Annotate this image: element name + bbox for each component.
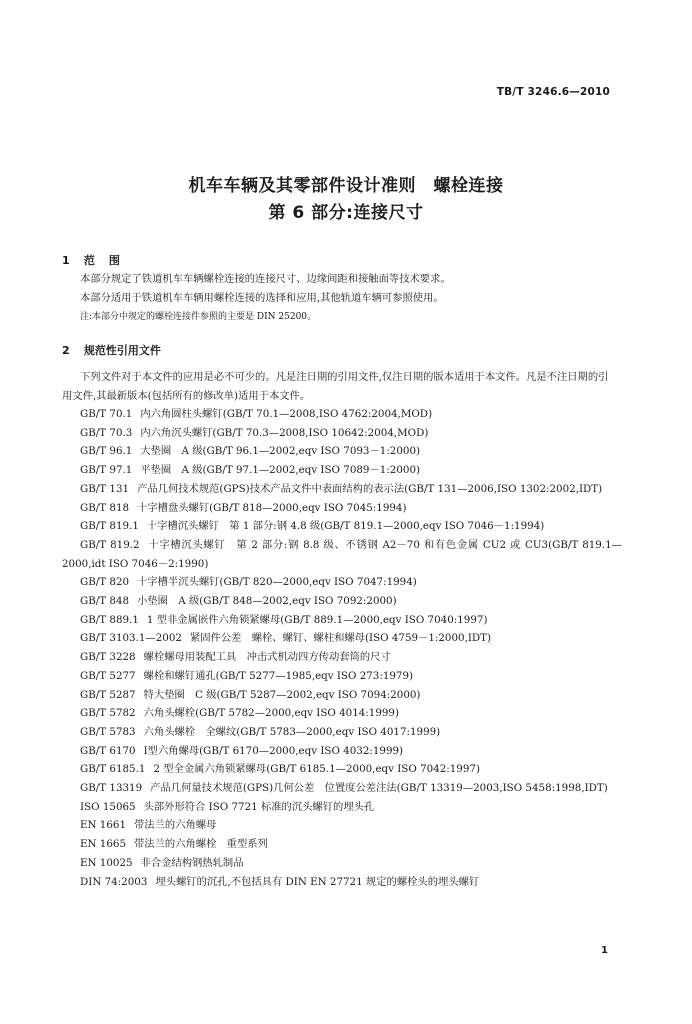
- reference-item: [62, 611, 622, 630]
- reference-item: [62, 760, 622, 779]
- scope-paragraph-1: 本部分规定了铁道机车车辆螺栓连接的连接尺寸、边缘间距和接触面等技术要求。: [80, 273, 451, 285]
- reference-title: 头部外形符合 ISO 7721 标准的沉头螺钉的埋头孔: [143, 800, 375, 813]
- reference-title: 螺栓螺母用装配工具 冲击式机动四方传动套筒的尺寸: [143, 651, 391, 664]
- reference-item: [62, 629, 622, 648]
- reference-code: GB/T 13319: [80, 782, 143, 795]
- section-1-title: 范围: [83, 254, 134, 267]
- reference-title: 埋头螺钉的沉孔,不包括具有 DIN EN 27721 规定的螺栓头的埋头螺钉: [155, 875, 480, 888]
- reference-code: DIN 74:2003: [80, 875, 148, 888]
- page-number: 1: [601, 945, 608, 956]
- reference-item: [62, 536, 622, 573]
- reference-title: 小垫圈 A 级(GB/T 848—2002,eqv ISO 7092:2000): [137, 595, 397, 608]
- reference-title: 2 型全金属六角锁紧螺母(GB/T 6185.1—2000,eqv ISO 7042:1997): [153, 763, 480, 776]
- reference-title: 十字槽盘头螺钉(GB/T 818—2000,eqv ISO 7045:1994): [137, 501, 407, 514]
- reference-title: 带法兰的六角螺栓 重型系列: [134, 838, 268, 851]
- reference-title: 平垫圈 A 级(GB/T 97.1—2002,eqv ISO 7089－1:2000): [140, 464, 421, 477]
- reference-item: [62, 854, 622, 873]
- reference-item: [62, 424, 622, 443]
- reference-title: 十字槽半沉头螺钉(GB/T 820—2000,eqv ISO 7047:1994): [137, 576, 417, 589]
- reference-code: EN 1665: [80, 838, 127, 851]
- reference-item: [62, 667, 622, 686]
- document-title-line1: 机车车辆及其零部件设计准则 螺栓连接: [188, 176, 504, 196]
- reference-code: GB/T 6185.1: [80, 763, 146, 776]
- reference-item: [62, 779, 622, 798]
- reference-title: 六角头螺栓 全螺纹(GB/T 5783—2000,eqv ISO 4017:1999): [143, 725, 441, 738]
- reference-title: 螺栓和螺钉通孔(GB/T 5277—1985,eqv ISO 273:1979): [143, 669, 414, 682]
- reference-code: GB/T 131: [80, 482, 130, 495]
- reference-code: GB/T 848: [80, 595, 130, 608]
- reference-list: [62, 405, 622, 891]
- reference-title: 特大垫圈 C 级(GB/T 5287—2002,eqv ISO 7094:2000): [143, 688, 421, 701]
- reference-title: 六角头螺栓(GB/T 5782—2000,eqv ISO 4014:1999): [143, 707, 400, 720]
- reference-code: GB/T 6170: [80, 744, 136, 757]
- reference-item: [62, 686, 622, 705]
- scope-paragraph-2: 本部分适用于铁道机车车辆用螺栓连接的选择和应用,其他轨道车辆可参照使用。: [80, 292, 444, 304]
- reference-item: [62, 480, 622, 499]
- reference-title: 大垫圈 A 级(GB/T 96.1—2002,eqv ISO 7093－1:2000): [140, 445, 421, 458]
- reference-code: GB/T 5287: [80, 688, 136, 701]
- section-1-number: 1: [62, 254, 70, 267]
- reference-item: [62, 442, 622, 461]
- section-2-title: 规范性引用文件: [83, 344, 161, 357]
- section-2-heading: [62, 342, 161, 358]
- reference-item: [62, 723, 622, 742]
- reference-code: GB/T 96.1: [80, 445, 133, 458]
- reference-code: GB/T 820: [80, 576, 130, 589]
- reference-item: [62, 816, 622, 835]
- reference-title: 十字槽沉头螺钉 第 1 部分:钢 4.8 级(GB/T 819.1—2000,eqv ISO 7046－1:1994): [146, 520, 545, 533]
- reference-item: [62, 405, 622, 424]
- reference-code: GB/T 70.1: [80, 408, 133, 420]
- standard-number: TB/T 3246.6—2010: [496, 86, 610, 98]
- reference-title: 内六角沉头螺钉(GB/T 70.3—2008,ISO 10642:2004,MOD): [140, 426, 429, 439]
- reference-item: [62, 592, 622, 611]
- reference-code: GB/T 5277: [80, 669, 136, 682]
- reference-item: [62, 742, 622, 761]
- reference-item: [62, 648, 622, 667]
- reference-code: GB/T 889.1: [80, 613, 139, 626]
- reference-item: [62, 835, 622, 854]
- reference-code: GB/T 818: [80, 501, 130, 514]
- reference-code: GB/T 97.1: [80, 464, 133, 477]
- reference-code: ISO 15065: [80, 800, 136, 813]
- reference-item: [62, 499, 622, 518]
- reference-code: GB/T 70.3: [80, 426, 133, 439]
- reference-item: [62, 798, 622, 817]
- reference-title: 内六角圆柱头螺钉(GB/T 70.1—2008,ISO 4762:2004,MOD): [140, 408, 433, 420]
- reference-item: [62, 704, 622, 723]
- reference-title: 十字槽沉头螺钉 第 2 部分:钢 8.8 级、不锈钢 A2－70 和有色金属 CU2 或 CU3(GB/T 819.1—2000,idt ISO 7046－2:1990): [62, 538, 622, 570]
- reference-code: EN 1661: [80, 819, 127, 832]
- section-1-heading: [62, 252, 134, 268]
- reference-item: [62, 517, 622, 536]
- reference-code: GB/T 5782: [80, 707, 136, 720]
- reference-title: Ⅰ型六角螺母(GB/T 6170—2000,eqv ISO 4032:1999): [143, 744, 404, 757]
- document-title-line2: 第 6 部分:连接尺寸: [268, 203, 424, 223]
- scope-note: 注:本部分中规定的螺栓连接件参照的主要是 DIN 25200。: [80, 312, 317, 322]
- section-2-number: 2: [62, 344, 70, 357]
- reference-code: GB/T 819.2: [80, 538, 140, 551]
- reference-code: EN 10025: [80, 856, 133, 869]
- reference-title: 产品几何技术规范(GPS)技术产品文件中表面结构的表示法(GB/T 131—2006,ISO 1302:2002,IDT): [137, 482, 603, 495]
- reference-title: 紧固件公差 螺栓、螺钉、螺柱和螺母(ISO 4759－1:2000,IDT): [189, 632, 492, 645]
- reference-title: 非合金结构钢热轧制品: [140, 856, 244, 869]
- reference-code: GB/T 819.1: [80, 520, 139, 533]
- reference-code: GB/T 3103.1—2002: [80, 632, 182, 645]
- references-intro: 下列文件对于本文件的应用是必不可少的。凡是注日期的引用文件,仅注日期的版本适用于本文件。凡是不注日期的引用文件,其最新版本(包括所有的修改单)适用于本文件。: [62, 371, 609, 402]
- reference-title: 产品几何量技术规范(GPS)几何公差 位置度公差注法(GB/T 13319—2003,ISO 5458:1998,IDT): [150, 782, 608, 795]
- reference-code: GB/T 3228: [80, 651, 136, 664]
- reference-item: [62, 461, 622, 480]
- reference-item: [62, 873, 622, 892]
- reference-code: GB/T 5783: [80, 725, 136, 738]
- reference-title: 带法兰的六角螺母: [134, 819, 217, 832]
- reference-item: [62, 573, 622, 592]
- reference-title: 1 型非金属嵌件六角锁紧螺母(GB/T 889.1—2000,eqv ISO 7040:1997): [146, 613, 488, 626]
